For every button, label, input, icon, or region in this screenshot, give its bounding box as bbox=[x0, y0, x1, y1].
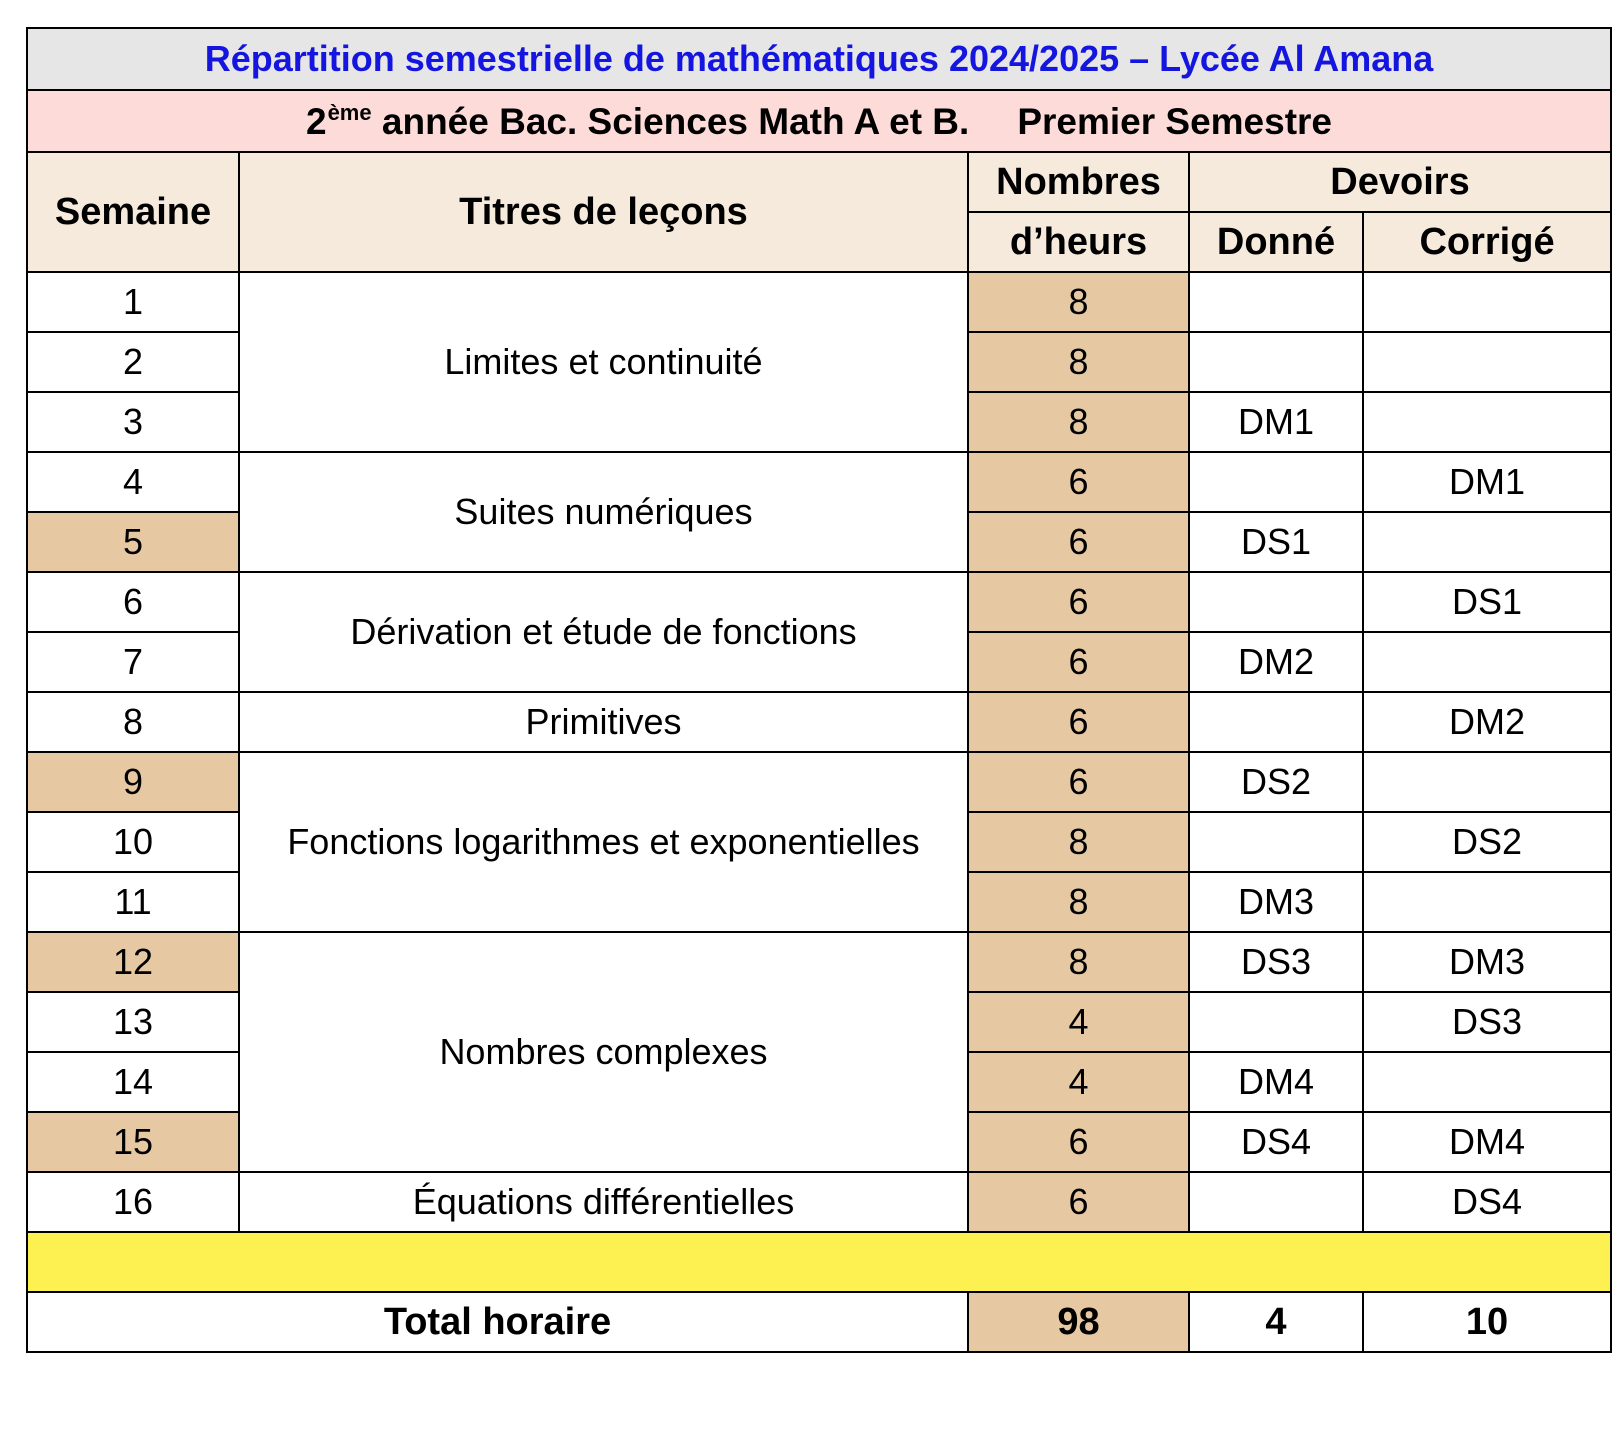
header-nombres-line2: d’heurs bbox=[968, 212, 1189, 272]
table-row bbox=[27, 452, 1611, 512]
hours-cell: 4 bbox=[968, 1052, 1189, 1112]
donne-cell: DS2 bbox=[1189, 752, 1363, 812]
hours-cell: 6 bbox=[968, 692, 1189, 752]
week-cell: 2 bbox=[27, 332, 239, 392]
total-row bbox=[27, 1292, 1611, 1352]
corrige-cell bbox=[1363, 272, 1611, 332]
corrige-cell bbox=[1363, 392, 1611, 452]
donne-cell: DM2 bbox=[1189, 632, 1363, 692]
hours-cell: 8 bbox=[968, 812, 1189, 872]
corrige-cell bbox=[1363, 1052, 1611, 1112]
donne-cell bbox=[1189, 692, 1363, 752]
separator-band bbox=[27, 1232, 1611, 1292]
level-label: année Bac. Sciences Math A et B. bbox=[381, 100, 970, 142]
donne-cell: DS3 bbox=[1189, 932, 1363, 992]
table-row bbox=[27, 932, 1611, 992]
donne-cell bbox=[1189, 452, 1363, 512]
hours-cell: 6 bbox=[968, 632, 1189, 692]
week-cell: 11 bbox=[27, 872, 239, 932]
table-title: Répartition semestrielle de mathématiques 2024/2025 – Lycée Al Amana bbox=[27, 28, 1611, 90]
donne-cell bbox=[1189, 812, 1363, 872]
hours-cell: 6 bbox=[968, 1172, 1189, 1232]
donne-cell: DM3 bbox=[1189, 872, 1363, 932]
lesson-title: Suites numériques bbox=[239, 452, 968, 572]
hours-cell: 8 bbox=[968, 932, 1189, 992]
header-titres: Titres de leçons bbox=[239, 152, 968, 272]
hours-cell: 6 bbox=[968, 572, 1189, 632]
hours-cell: 8 bbox=[968, 392, 1189, 452]
donne-cell: DS1 bbox=[1189, 512, 1363, 572]
hours-cell: 4 bbox=[968, 992, 1189, 1052]
donne-cell bbox=[1189, 332, 1363, 392]
table-subtitle bbox=[27, 90, 1611, 152]
corrige-cell bbox=[1363, 752, 1611, 812]
semester-label: Premier Semestre bbox=[1017, 100, 1333, 142]
lesson-title: Équations différentielles bbox=[239, 1172, 968, 1232]
corrige-cell: DM3 bbox=[1363, 932, 1611, 992]
corrige-cell: DM2 bbox=[1363, 692, 1611, 752]
corrige-cell: DS3 bbox=[1363, 992, 1611, 1052]
donne-cell bbox=[1189, 992, 1363, 1052]
week-cell: 1 bbox=[27, 272, 239, 332]
week-cell: 10 bbox=[27, 812, 239, 872]
week-cell-highlighted: 9 bbox=[27, 752, 239, 812]
header-corrige: Corrigé bbox=[1363, 212, 1611, 272]
corrige-cell: DS4 bbox=[1363, 1172, 1611, 1232]
total-corrige: 10 bbox=[1363, 1292, 1611, 1352]
corrige-cell: DM4 bbox=[1363, 1112, 1611, 1172]
week-cell: 3 bbox=[27, 392, 239, 452]
corrige-cell bbox=[1363, 512, 1611, 572]
corrige-cell: DS1 bbox=[1363, 572, 1611, 632]
table-row bbox=[27, 1172, 1611, 1232]
table-row bbox=[27, 272, 1611, 332]
week-cell: 13 bbox=[27, 992, 239, 1052]
week-cell: 16 bbox=[27, 1172, 239, 1232]
hours-cell: 8 bbox=[968, 872, 1189, 932]
header-semaine: Semaine bbox=[27, 152, 239, 272]
table-row bbox=[27, 692, 1611, 752]
donne-cell bbox=[1189, 1172, 1363, 1232]
lesson-title: Limites et continuité bbox=[239, 272, 968, 452]
level-number: 2 bbox=[305, 100, 327, 142]
week-cell: 4 bbox=[27, 452, 239, 512]
corrige-cell: DM1 bbox=[1363, 452, 1611, 512]
hours-cell: 8 bbox=[968, 272, 1189, 332]
lesson-title: Nombres complexes bbox=[239, 932, 968, 1172]
table-row bbox=[27, 752, 1611, 812]
week-cell: 7 bbox=[27, 632, 239, 692]
total-hours: 98 bbox=[968, 1292, 1189, 1352]
donne-cell bbox=[1189, 572, 1363, 632]
schedule-table bbox=[26, 27, 1612, 1353]
header-devoirs: Devoirs bbox=[1189, 152, 1611, 212]
table-row bbox=[27, 572, 1611, 632]
donne-cell: DM4 bbox=[1189, 1052, 1363, 1112]
week-cell-highlighted: 5 bbox=[27, 512, 239, 572]
header-donne: Donné bbox=[1189, 212, 1363, 272]
hours-cell: 6 bbox=[968, 752, 1189, 812]
level-superscript: ème bbox=[327, 99, 372, 125]
week-cell-highlighted: 15 bbox=[27, 1112, 239, 1172]
hours-cell: 6 bbox=[968, 1112, 1189, 1172]
corrige-cell bbox=[1363, 872, 1611, 932]
separator-row bbox=[27, 1232, 1611, 1292]
lesson-title: Dérivation et étude de fonctions bbox=[239, 572, 968, 692]
donne-cell: DM1 bbox=[1189, 392, 1363, 452]
hours-cell: 6 bbox=[968, 452, 1189, 512]
donne-cell bbox=[1189, 272, 1363, 332]
corrige-cell bbox=[1363, 632, 1611, 692]
donne-cell: DS4 bbox=[1189, 1112, 1363, 1172]
corrige-cell: DS2 bbox=[1363, 812, 1611, 872]
week-cell: 6 bbox=[27, 572, 239, 632]
lesson-title: Fonctions logarithmes et exponentielles bbox=[239, 752, 968, 932]
lesson-title: Primitives bbox=[239, 692, 968, 752]
schedule-sheet bbox=[26, 27, 1610, 1353]
header-nombres-line1: Nombres bbox=[968, 152, 1189, 212]
total-donne: 4 bbox=[1189, 1292, 1363, 1352]
hours-cell: 6 bbox=[968, 512, 1189, 572]
week-cell: 14 bbox=[27, 1052, 239, 1112]
corrige-cell bbox=[1363, 332, 1611, 392]
week-cell: 8 bbox=[27, 692, 239, 752]
hours-cell: 8 bbox=[968, 332, 1189, 392]
week-cell-highlighted: 12 bbox=[27, 932, 239, 992]
total-label: Total horaire bbox=[27, 1292, 968, 1352]
